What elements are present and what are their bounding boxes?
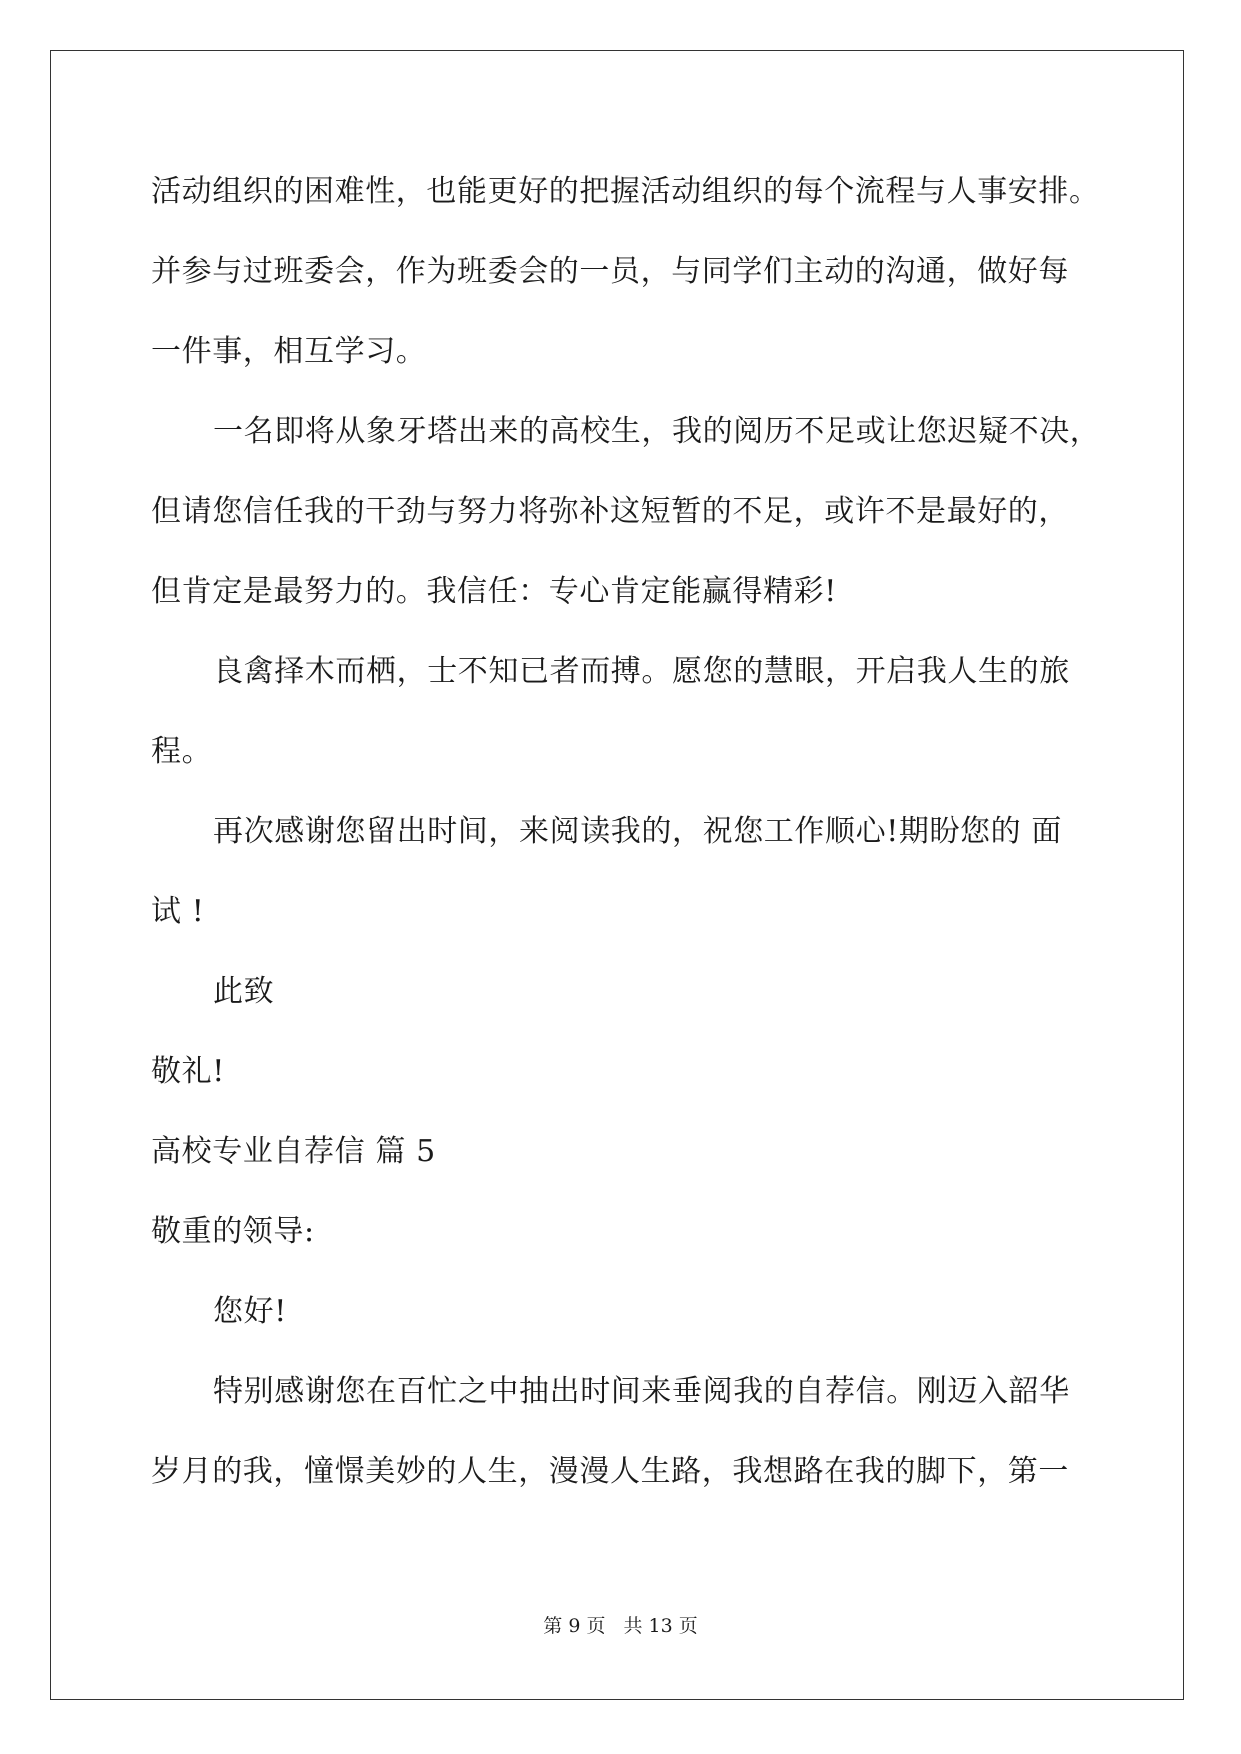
body-line: 岁月的我，憧憬美妙的人生，漫漫人生路，我想路在我的脚下，第一 [151,1454,1069,1489]
total-pages: 共 13 页 [623,1615,698,1637]
body-line: 良禽择木而栖，士不知已者而搏。愿您的慧眼，开启我人生的旅 [213,654,1070,689]
greeting: 您好! [213,1294,287,1329]
body-line: 并参与过班委会，作为班委会的一员，与同学们主动的沟通，做好每 [151,254,1069,289]
body-line: 程。 [151,734,213,769]
salutation: 敬重的领导: [151,1214,315,1249]
closing-salute: 敬礼! [151,1054,225,1089]
body-line: 特别感谢您在百忙之中抽出时间来垂阅我的自荐信。刚迈入韶华 [213,1374,1070,1409]
body-line: 试 ! [151,894,205,929]
body-line: 但请您信任我的干劲与努力将弥补这短暂的不足，或许不是最好的， [151,494,1069,529]
page-footer [0,1614,1241,1638]
body-line: 一件事，相互学习。 [151,334,427,369]
page-number: 第 9 页 [543,1615,606,1637]
page-border [50,50,1184,1700]
closing-phrase: 此致 [213,974,275,1009]
body-line: 但肯定是最努力的。我信任：专心肯定能赢得精彩! [151,574,837,609]
section-heading: 高校专业自荐信 篇 5 [151,1134,436,1169]
body-line: 一名即将从象牙塔出来的高校生，我的阅历不足或让您迟疑不决， [213,414,1101,449]
body-line: 再次感谢您留出时间，来阅读我的，祝您工作顺心!期盼您的 面 [213,814,1062,849]
body-line: 活动组织的困难性，也能更好的把握活动组织的每个流程与人事安排。 [151,174,1100,209]
